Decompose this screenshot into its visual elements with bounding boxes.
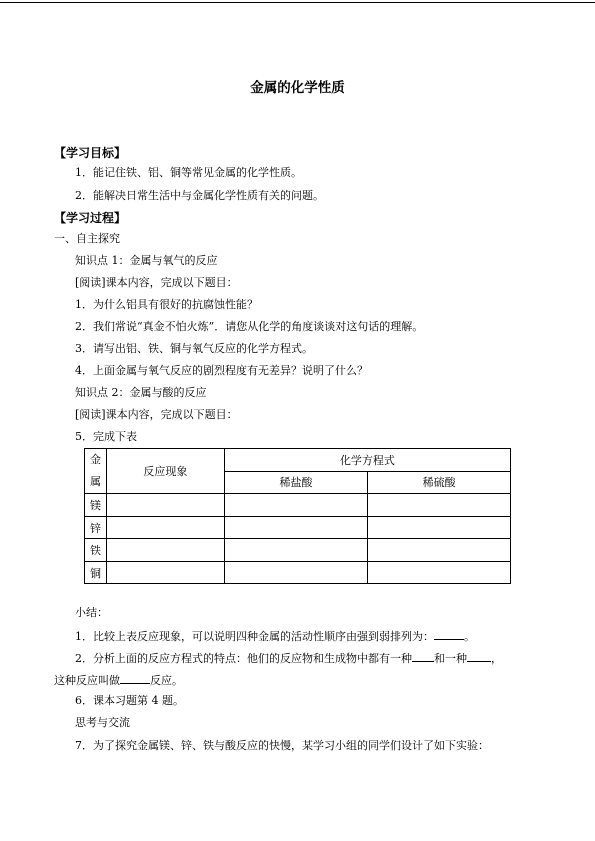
hcl-equation-cell[interactable] xyxy=(224,517,368,539)
metal-cell: 锌 xyxy=(85,517,107,539)
summary-item-1-text: 1．比较上表反应现象，可以说明四种金属的活动性顺序由强到弱排列为： xyxy=(75,630,434,643)
summary-item-2-cont-text: 这种反应叫做 xyxy=(54,674,120,687)
summary-item-2-cont-end: 反应。 xyxy=(150,674,183,687)
hcl-equation-cell[interactable] xyxy=(224,494,368,517)
reading-instruction-2: [阅读]课本内容，完成以下题目： xyxy=(75,408,238,421)
section-self-explore: 一、自主探究 xyxy=(54,232,120,245)
top-rule xyxy=(0,2,595,3)
reaction-table xyxy=(84,448,511,584)
hcl-header: 稀盐酸 xyxy=(224,471,368,494)
knowledge-point-2: 知识点 2：金属与酸的反应 xyxy=(75,386,207,399)
reaction-type-blank[interactable] xyxy=(120,672,150,684)
think-and-discuss: 思考与交流 xyxy=(75,716,130,729)
question-2: 2．我们常说“真金不怕火炼”．请您从化学的角度谈谈对这句话的理解。 xyxy=(75,320,424,333)
question-5: 5．完成下表 xyxy=(75,430,137,443)
process-heading: 【学习过程】 xyxy=(54,211,127,225)
summary-item-2-text: 2．分析上面的反应方程式的特点：他们的反应物和生成物中都有一种 xyxy=(75,652,412,665)
reading-instruction-1: [阅读]课本内容，完成以下题目： xyxy=(75,276,238,289)
summary-label: 小结： xyxy=(75,606,108,619)
question-4: 4．上面金属与氧气反应的剧烈程度有无差异？说明了什么？ xyxy=(75,364,368,377)
h2so4-equation-cell[interactable] xyxy=(368,562,511,584)
reactant-type-blank[interactable] xyxy=(412,650,434,662)
goal-item-1: 1．能记住铁、铝、铜等常见金属的化学性质。 xyxy=(75,166,302,179)
page-title: 金属的化学性质 xyxy=(250,80,345,96)
hcl-equation-cell[interactable] xyxy=(224,539,368,562)
h2so4-equation-cell[interactable] xyxy=(368,539,511,562)
phenomenon-header: 反应现象 xyxy=(106,449,224,494)
summary-item-2-end: ， xyxy=(491,652,502,665)
question-7: 7．为了探究金属镁、锌、铁与酸反应的快慢，某学习小组的同学们设计了如下实验： xyxy=(75,739,489,752)
phenomenon-cell[interactable] xyxy=(106,539,224,562)
product-type-blank[interactable] xyxy=(467,650,491,662)
summary-item-2-continued xyxy=(54,672,183,688)
h2so4-equation-cell[interactable] xyxy=(368,494,511,517)
goals-heading: 【学习目标】 xyxy=(54,146,127,160)
phenomenon-cell[interactable] xyxy=(106,562,224,584)
metal-header-bottom: 属 xyxy=(89,475,101,488)
question-1: 1．为什么铝具有很好的抗腐蚀性能？ xyxy=(75,298,258,311)
metal-cell: 铁 xyxy=(85,539,107,562)
summary-item-2-mid: 和一种 xyxy=(434,652,467,665)
summary-item-2 xyxy=(75,650,502,666)
metal-header-top: 金 xyxy=(89,453,101,466)
summary-item-1-end: 。 xyxy=(464,630,475,643)
knowledge-point-1: 知识点 1：金属与氧气的反应 xyxy=(75,254,218,267)
h2so4-equation-cell[interactable] xyxy=(368,517,511,539)
h2so4-header: 稀硫酸 xyxy=(368,471,511,494)
activity-order-blank[interactable] xyxy=(434,628,464,640)
question-6: 6．课本习题第 4 题。 xyxy=(75,694,184,707)
question-3: 3．请写出铝、铁、铜与氧气反应的化学方程式。 xyxy=(75,342,313,355)
equation-header: 化学方程式 xyxy=(224,449,510,472)
metal-header xyxy=(85,449,107,494)
metal-cell: 铜 xyxy=(85,562,107,584)
hcl-equation-cell[interactable] xyxy=(224,562,368,584)
metal-cell: 镁 xyxy=(85,494,107,517)
summary-item-1 xyxy=(75,628,475,644)
phenomenon-cell[interactable] xyxy=(106,517,224,539)
goal-item-2: 2．能解决日常生活中与金属化学性质有关的问题。 xyxy=(75,189,324,202)
phenomenon-cell[interactable] xyxy=(106,494,224,517)
